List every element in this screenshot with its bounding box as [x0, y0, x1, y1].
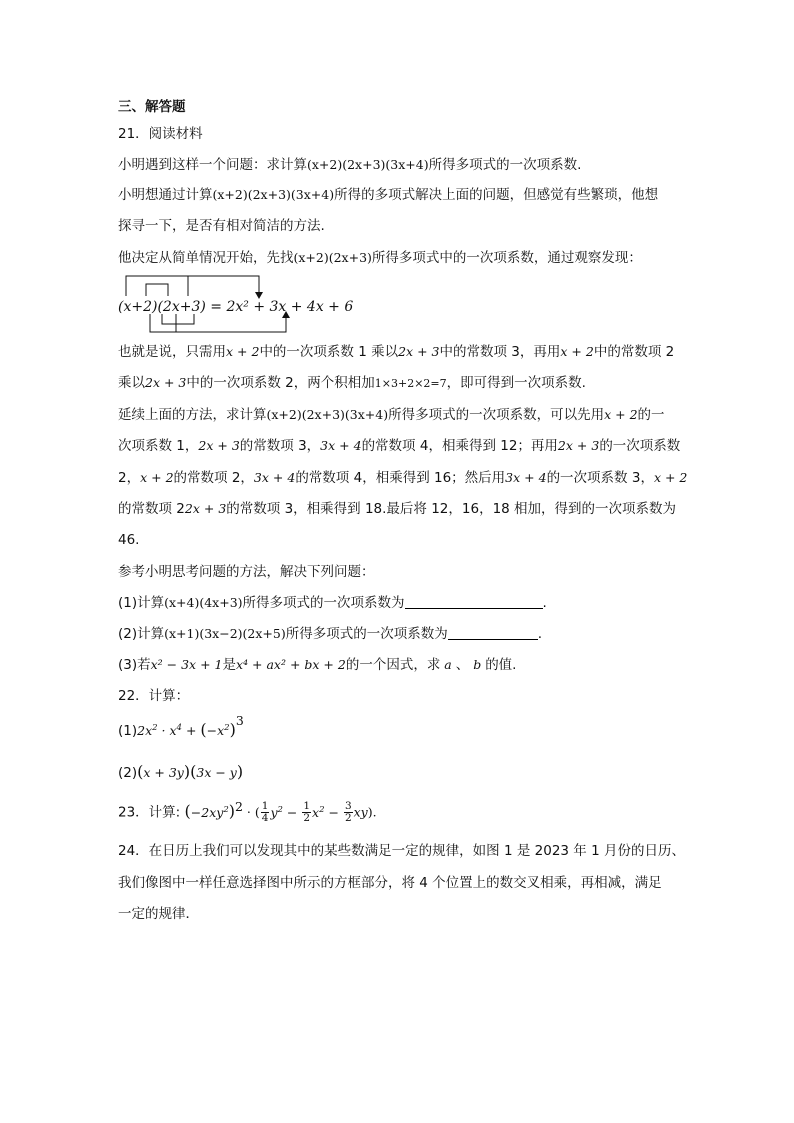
diagram-equation: (x+2)(2x+3) = 2x² + 3x + 4x + 6	[118, 299, 354, 315]
q24-line-1: 24．在日历上我们可以发现其中的某些数满足一定的规律，如图 1 是 2023 年 1 月份的日历、	[118, 843, 685, 859]
text: 所得多项式的一次项系数为	[242, 595, 405, 611]
text: 的值.	[485, 657, 517, 673]
math-expr: 2x + 3	[398, 344, 440, 359]
text: 也就是说，只需用	[118, 344, 226, 360]
text: 延续上面的方法，求计算	[118, 407, 267, 423]
text: (1)计算	[118, 595, 165, 611]
text: 所得多项式的一次项系数.	[428, 157, 582, 173]
math-expr: (x+2)(2x+3)(3x+4)	[266, 407, 389, 422]
text: 的一	[637, 407, 665, 423]
text: 所得多项式的一次项系数为	[285, 626, 448, 642]
text: 的一个因式，求	[345, 657, 441, 673]
q21-para-1	[118, 155, 581, 175]
text: 中的常数项 2	[593, 344, 675, 360]
section-title: 三、解答题	[118, 99, 186, 115]
text: 的常数项 2	[118, 501, 185, 517]
q21-para-7	[118, 405, 665, 425]
text: 2，	[118, 470, 141, 486]
text: 小明想通过计算	[118, 187, 213, 203]
text: 中的一次项系数 2，两个积相加	[186, 375, 375, 391]
q21-para-8	[118, 436, 680, 456]
text: (1)	[118, 723, 138, 739]
text: 、	[455, 657, 470, 673]
text: 的常数项 4，相乘得到 16；然后用	[295, 470, 506, 486]
text: 乘以	[118, 375, 145, 391]
text: 的常数项 3，相乘得到 18.最后将 12，16，18 相加，得到的一次项系数为	[226, 501, 677, 517]
q21-heading: 21．阅读材料	[118, 126, 203, 142]
math-expr: x + 2	[653, 470, 688, 485]
math-expr: (x+1)(3x−2)(2x+5)	[164, 626, 286, 641]
text: 中的常数项 3，再用	[439, 344, 561, 360]
q21-para-11: 46.	[118, 532, 140, 548]
q21-sub-2	[118, 624, 542, 644]
text: 他决定从简单情况开始，先找	[118, 250, 294, 266]
text: ，即可得到一次项系数.	[446, 375, 586, 391]
q21-para-3: 探寻一下，是否有相对简洁的方法.	[118, 218, 325, 234]
text: 小明遇到这样一个问题：求计算	[118, 157, 307, 173]
coefficient-diagram	[116, 270, 356, 340]
q22-item-2: (2)(x + 3y)(3x − y)	[118, 762, 244, 781]
text: 所得多项式中的一次项系数，通过观察发现：	[371, 250, 642, 266]
text: 的一次项系数	[599, 438, 681, 454]
text: (2)	[118, 765, 138, 781]
math-expr: (x+2)(2x+3)(3x+4)	[307, 157, 429, 172]
arrowhead-down	[255, 292, 263, 299]
math-expr: x⁴ + ax² + bx + 2	[235, 657, 346, 672]
q22-heading: 22．计算：	[118, 688, 190, 704]
math-expr: 2x + 3	[184, 501, 227, 516]
text: (2)计算	[118, 626, 165, 642]
text: 所得多项式的一次项系数，可以先用	[388, 407, 605, 423]
bracket-bottom-2	[162, 314, 194, 324]
text: 次项系数 1，	[118, 438, 199, 454]
text: 中的一次项系数 1 乘以	[259, 344, 399, 360]
math-expr: (x+2)(2x+3)	[293, 250, 372, 265]
math-expr: x + 2	[226, 344, 260, 359]
math-expr: 3x + 4	[505, 470, 547, 485]
answer-blank-1[interactable]	[405, 594, 543, 609]
math-expr: 1×3+2×2=7	[374, 377, 447, 390]
answer-blank-2[interactable]	[448, 625, 538, 640]
text: (3)若	[118, 657, 151, 673]
q21-para-2	[118, 185, 658, 205]
bracket-bottom-1	[150, 314, 176, 332]
bracket-top-1	[126, 276, 188, 296]
q24-line-2: 我们像图中一样任意选择图中所示的方框部分，将 4 个位置上的数交叉相乘，再相减，满足	[118, 875, 662, 891]
text: .	[542, 595, 547, 611]
q23-line: 23．计算: $(-2xy^2)^2$ · ( $\frac{1}{4}$ $y^2$ − $\frac{1}{2}$ $x^2$ − $\frac{3}{2}$ xy).	[118, 799, 377, 824]
math-expr: x² − 3x + 1	[150, 657, 223, 672]
text: 的常数项 4，相乘得到 12；再用	[361, 438, 558, 454]
text: 的常数项 2，	[173, 470, 254, 486]
q21-para-4	[118, 248, 642, 268]
math-expr: x + 2	[560, 344, 594, 359]
math-expr: 2x + 3	[145, 375, 187, 390]
q21-para-6	[118, 373, 586, 394]
math-expr: 3x + 4	[253, 470, 296, 485]
math-expr: (x+2)(2x+3)(3x+4)	[212, 187, 335, 202]
q21-para-12: 参考小明思考问题的方法，解决下列问题：	[118, 564, 375, 580]
text: .	[537, 626, 543, 642]
q21-para-9	[118, 468, 687, 488]
math-expr: 2x + 3	[557, 438, 600, 453]
q21-para-5	[118, 342, 674, 362]
text: 所得的多项式解决上面的问题，但感觉有些繁琐，他想	[334, 187, 659, 203]
q22-item-1: $(1)2x^2 \cdot x^4 + (-x^2)^3$	[118, 713, 244, 739]
math-expr: x + 2	[140, 470, 174, 485]
arrow-top	[188, 276, 259, 294]
text: 是	[222, 657, 236, 673]
q21-sub-1	[118, 593, 547, 613]
q24-line-3: 一定的规律．	[118, 906, 199, 922]
q23-heading: 23．计算:	[118, 804, 181, 821]
math-expr: (x+4)(4x+3)	[164, 595, 243, 610]
math-expr: x + 2	[604, 407, 638, 422]
q21-sub-3: (3)若x² − 3x + 1是x⁴ + ax² + bx + 2的一个因式，求 a 、 b 的值.	[118, 657, 517, 673]
math-expr: 3x + 4	[320, 438, 362, 453]
math-expr: 2x + 3	[198, 438, 240, 453]
text: 的一次项系数 3，	[546, 470, 654, 486]
q21-para-10	[118, 499, 676, 519]
text: 的常数项 3，	[239, 438, 321, 454]
bracket-top-2	[146, 284, 168, 296]
